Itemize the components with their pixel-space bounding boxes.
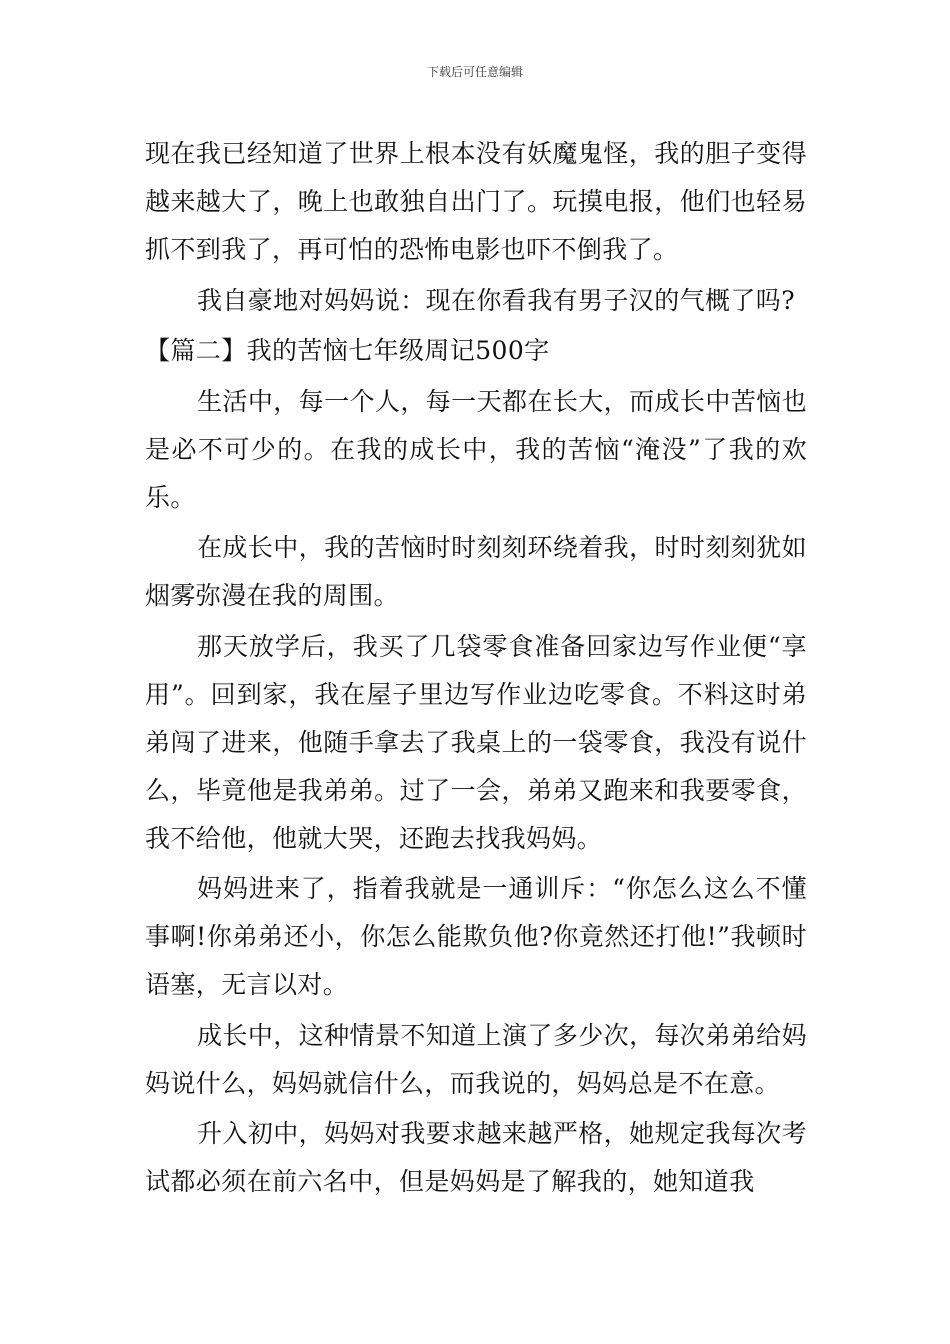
document-body — [145, 130, 807, 1209]
paragraph-repeat: 成长中，这种情景不知道上演了多少次，每次弟弟给妈妈说什么，妈妈就信什么，而我说的，妈妈总是不在意。 — [145, 1020, 807, 1098]
paragraph-snacks: 那天放学后，我买了几袋零食准备回家边写作业便“享用”。回到家，我在屋子里边写作业边吃零食。不料这时弟弟闯了进来，他随手拿去了我桌上的一袋零食，我没有说什么，毕竟他是我弟弟。过了一会，弟弟又跑来和我要零食，我不给他，他就大哭，还跑去找我妈妈。 — [145, 631, 807, 853]
paragraph-mother-scold: 妈妈进来了，指着我就是一通训斥：“你怎么这么不懂事啊!你弟弟还小，你怎么能欺负他?你竟然还打他!”我顿时语塞，无言以对。 — [145, 874, 807, 999]
paragraph-growth: 生活中，每一个人，每一天都在长大，而成长中苦恼也是必不可少的。在我的成长中，我的苦恼“淹没”了我的欢乐。 — [145, 386, 807, 512]
page-header: 下载后可任意编辑 — [426, 65, 523, 79]
section-heading: 【篇二】我的苦恼七年级周记500字 — [145, 336, 550, 365]
paragraph-worry: 在成长中，我的苦恼时时刻刻环绕着我，时时刻刻犹如烟雾弥漫在我的周围。 — [145, 533, 807, 610]
paragraph-intro-end: 现在我已经知道了世界上根本没有妖魔鬼怪，我的胆子变得越来越大了，晚上也敢独自出门了。玩摸电报，他们也轻易抓不到我了，再可怕的恐怖电影也吓不倒我了。 — [145, 139, 807, 264]
paragraph-junior-high: 升入初中，妈妈对我要求越来越严格，她规定我每次考试都必须在前六名中，但是妈妈是了解我的，她知道我 — [145, 1119, 807, 1196]
paragraph-proud: 我自豪地对妈妈说：现在你看我有男子汉的气概了吗? — [197, 285, 796, 315]
